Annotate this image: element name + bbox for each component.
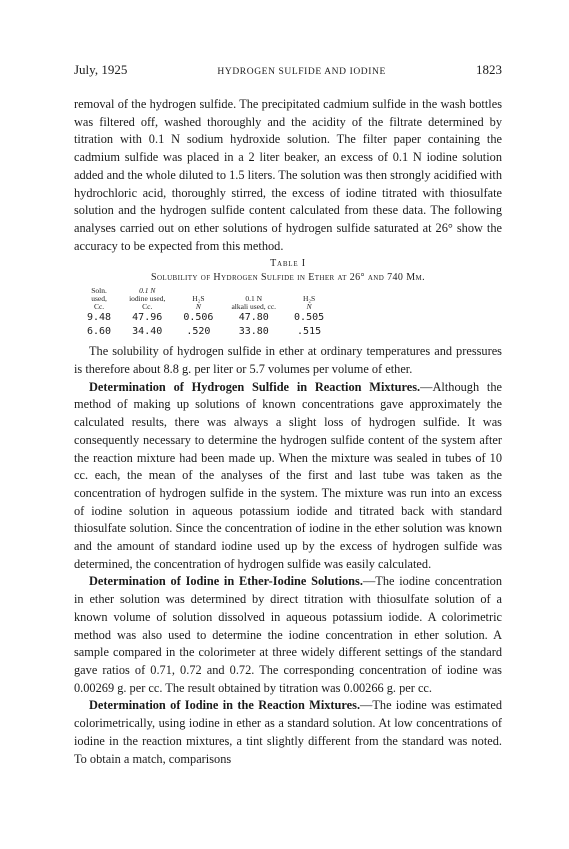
section-body: —Although the method of making up solutions of known concentrations gave approximately the calculated results, there was always a slight loss of hydrogen sulfide. It was consequently necessary to determine the hydrogen sulfide content of the system after the reaction mixture had been made up. When the mixture was sealed in tubes of 10 cc. each, the mean of the analyses of the first and last tube was taken as the concentration of hydrogen sulfide in the system. The mixture was run into an excess of iodine solution in aqueous potassium iodide and titrated back with standard thiosulfate solution. Since the concentration of iodine in the ether solution was known and the amount of standard iodine used up by the excess of hydrogen sulfide was determined, the concentration of hydrogen sulfide was easily calculated. [74,379,502,571]
table-row [78,311,333,325]
section-heading: Determination of Iodine in Ether-Iodine Solutions. [89,574,363,589]
table-column-header: H₂S N [302,294,316,312]
table-cell: 6.60 [87,326,112,338]
table-cell: 34.40 [132,326,163,338]
section-h2s-in-reaction-mixtures [74,379,502,574]
table-cell: 47.80 [238,312,269,324]
paragraph-hydrogen-sulfide-removal: removal of the hydrogen sulfide. The precipitated cadmium sulfide in the wash bottles was filtered off, washed thoroughly and the acidity of the filtrate determined by titration with 0.1 N sodium hydroxide solution. The filter paper containing the cadmium sulfide was placed in a 2 liter beaker, an excess of 0.1 N iodine solution added and the whole diluted to 1.5 liters. The solution was then strongly acidified with hydrochloric acid, thoroughly stirred, the excess of iodine titrated with thiosulfate solution and the hydrogen sulfide content calculated from these data. The following analyses carried out on ether solutions of hydrogen sulfide saturated at 26° show the accuracy to be expected from this method. [74,97,502,253]
running-header [74,62,502,82]
table-cell: 0.505 [294,312,325,324]
table-cell: 47.96 [132,312,163,324]
table-cell: 0.506 [183,312,214,324]
paragraph-solubility-summary: The solubility of hydrogen sulfide in ether at ordinary temperatures and pressures is therefore about 8.8 g. per liter or 5.7 volumes per volume of ether. [74,344,502,377]
header-date: July, 1925 [74,62,128,77]
table-column-header: 0.1 N iodine used, Cc. [129,286,166,312]
section-iodine-in-reaction-mixtures [74,697,502,768]
section-heading: Determination of Iodine in the Reaction Mixtures. [89,698,361,713]
table-column-header: Soln. used, Cc. [91,286,107,312]
journal-page [74,62,502,768]
table-caption: Solubility of Hydrogen Sulfide in Ether at 26° and 740 Mm. [150,272,426,284]
running-title: HYDROGEN SULFIDE AND IODINE [217,67,386,77]
table-cell: 33.80 [238,326,269,338]
table-cell: .515 [297,326,322,338]
table-row [78,325,333,339]
page-number: 1823 [475,62,502,77]
solubility-table [78,287,333,339]
table-label: Table I [270,258,306,270]
table-header-row [78,287,333,311]
section-heading: Determination of Hydrogen Sulfide in Reaction Mixtures. [89,379,421,394]
section-body: —The iodine concentration in ether solution was determined by direct titration with thiosulfate solution of a known volume of solution dissolved in aqueous potassium iodide. A colorimetric method was also used to determine the iodine concentration in ether solution. A sample compared in the colorimeter at three widely different settings of the standard gave ratios of 0.71, 0.72 and 0.72. The corresponding concentration of iodine was 0.00269 g. per cc. The result obtained by titration was 0.00266 g. per cc. [74,574,503,695]
table-column-header: H₂S N [192,294,205,312]
section-body: —The iodine was estimated colorimetrically, using iodine in ether as a standard solution. At low concentrations of iodine in the reaction mixtures, a tint slightly different from the standard was noted. To obtain a match, comparisons [74,698,502,766]
table-cell: .520 [186,326,211,338]
table-column-header: 0.1 N alkali used, cc. [231,294,277,312]
section-iodine-in-ether-solutions [74,573,502,697]
table-cell: 9.48 [87,312,112,324]
